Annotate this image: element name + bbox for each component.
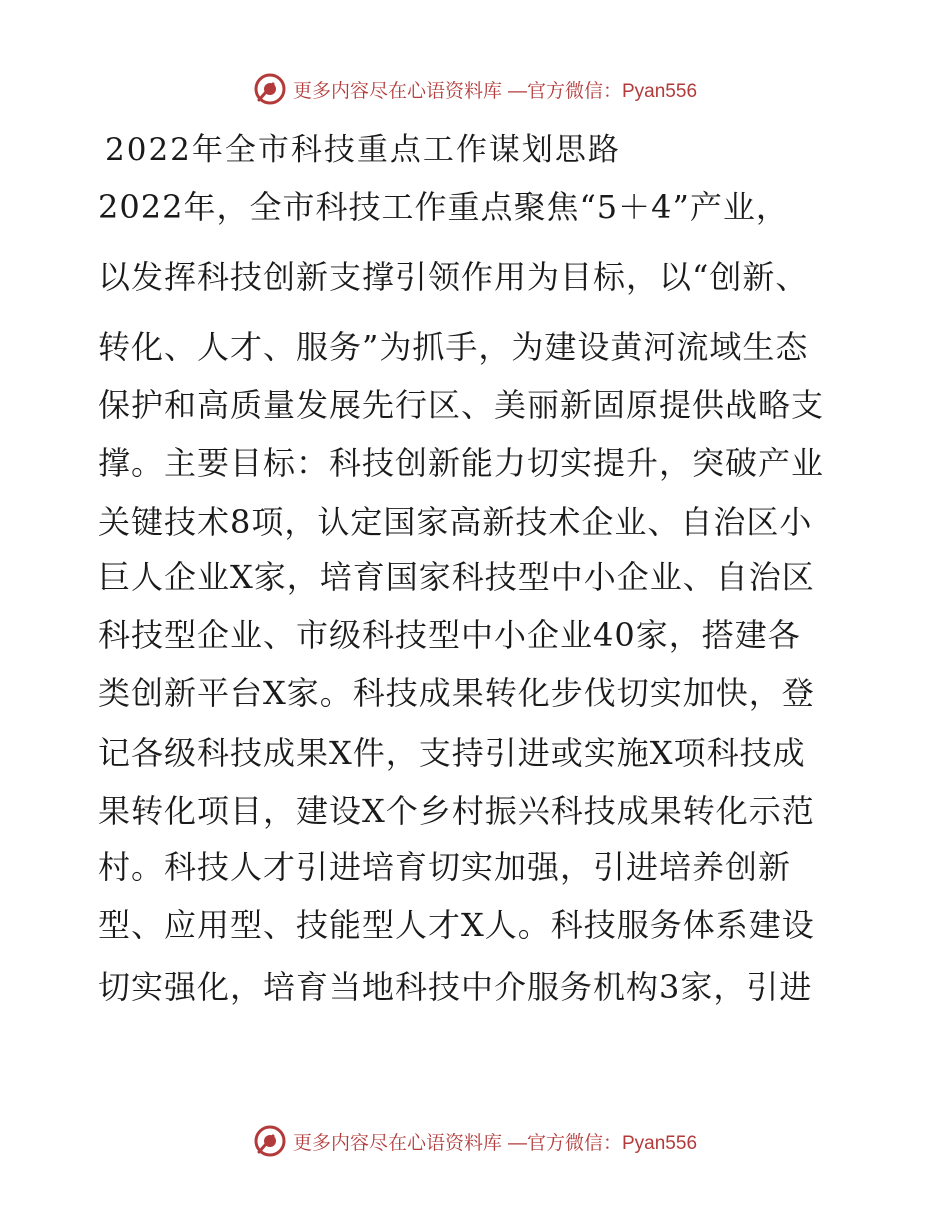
paragraph-line: 记各级科技成果X件，支持引进或实施X项科技成 <box>98 734 806 772</box>
header-watermark <box>0 72 950 106</box>
watermark-site-text: 更多内容尽在心语资料库 <box>292 79 502 102</box>
paragraph-line: 果转化项目，建设X个乡村振兴科技成果转化示范 <box>98 792 815 830</box>
paragraph-line: 类创新平台X家。科技成果转化步伐切实加快，登 <box>98 674 815 712</box>
paragraph-line: 科技型企业、市级科技型中小企业40家，搭建各 <box>98 616 801 654</box>
watermark-logo-icon <box>253 72 287 106</box>
paragraph-line: 撑。主要目标：科技创新能力切实提升，突破产业 <box>98 444 825 482</box>
paragraph-line: 转化、人才、服务”为抓手，为建设黄河流域生态 <box>98 328 809 366</box>
paragraph-line: 村。科技人才引进培育切实加强，引进培养创新 <box>98 848 792 886</box>
paragraph-line: 以发挥科技创新支撑引领作用为目标，以“创新、 <box>98 258 809 296</box>
paragraph-line: 切实强化，培育当地科技中介服务机构3家，引进 <box>98 968 813 1006</box>
paragraph-line: 关键技术8项，认定国家高新技术企业、自治区小 <box>98 503 813 541</box>
paragraph-line: 2022年，全市科技工作重点聚焦“5＋4”产业， <box>98 188 789 226</box>
footer-watermark <box>0 1124 950 1158</box>
watermark-site-text: 更多内容尽在心语资料库 <box>292 1131 502 1154</box>
watermark-contact-text: —官方微信：Pyan556 <box>508 1132 698 1154</box>
paragraph-line: 保护和高质量发展先行区、美丽新固原提供战略支 <box>98 386 825 424</box>
paragraph-line: 型、应用型、技能型人才X人。科技服务体系建设 <box>98 906 815 944</box>
watermark-logo-icon <box>253 1124 287 1158</box>
watermark-contact-text: —官方微信：Pyan556 <box>508 80 698 102</box>
document-title: 2022年全市科技重点工作谋划思路 <box>105 132 621 168</box>
paragraph-line: 巨人企业X家，培育国家科技型中小企业、自治区 <box>98 558 815 596</box>
